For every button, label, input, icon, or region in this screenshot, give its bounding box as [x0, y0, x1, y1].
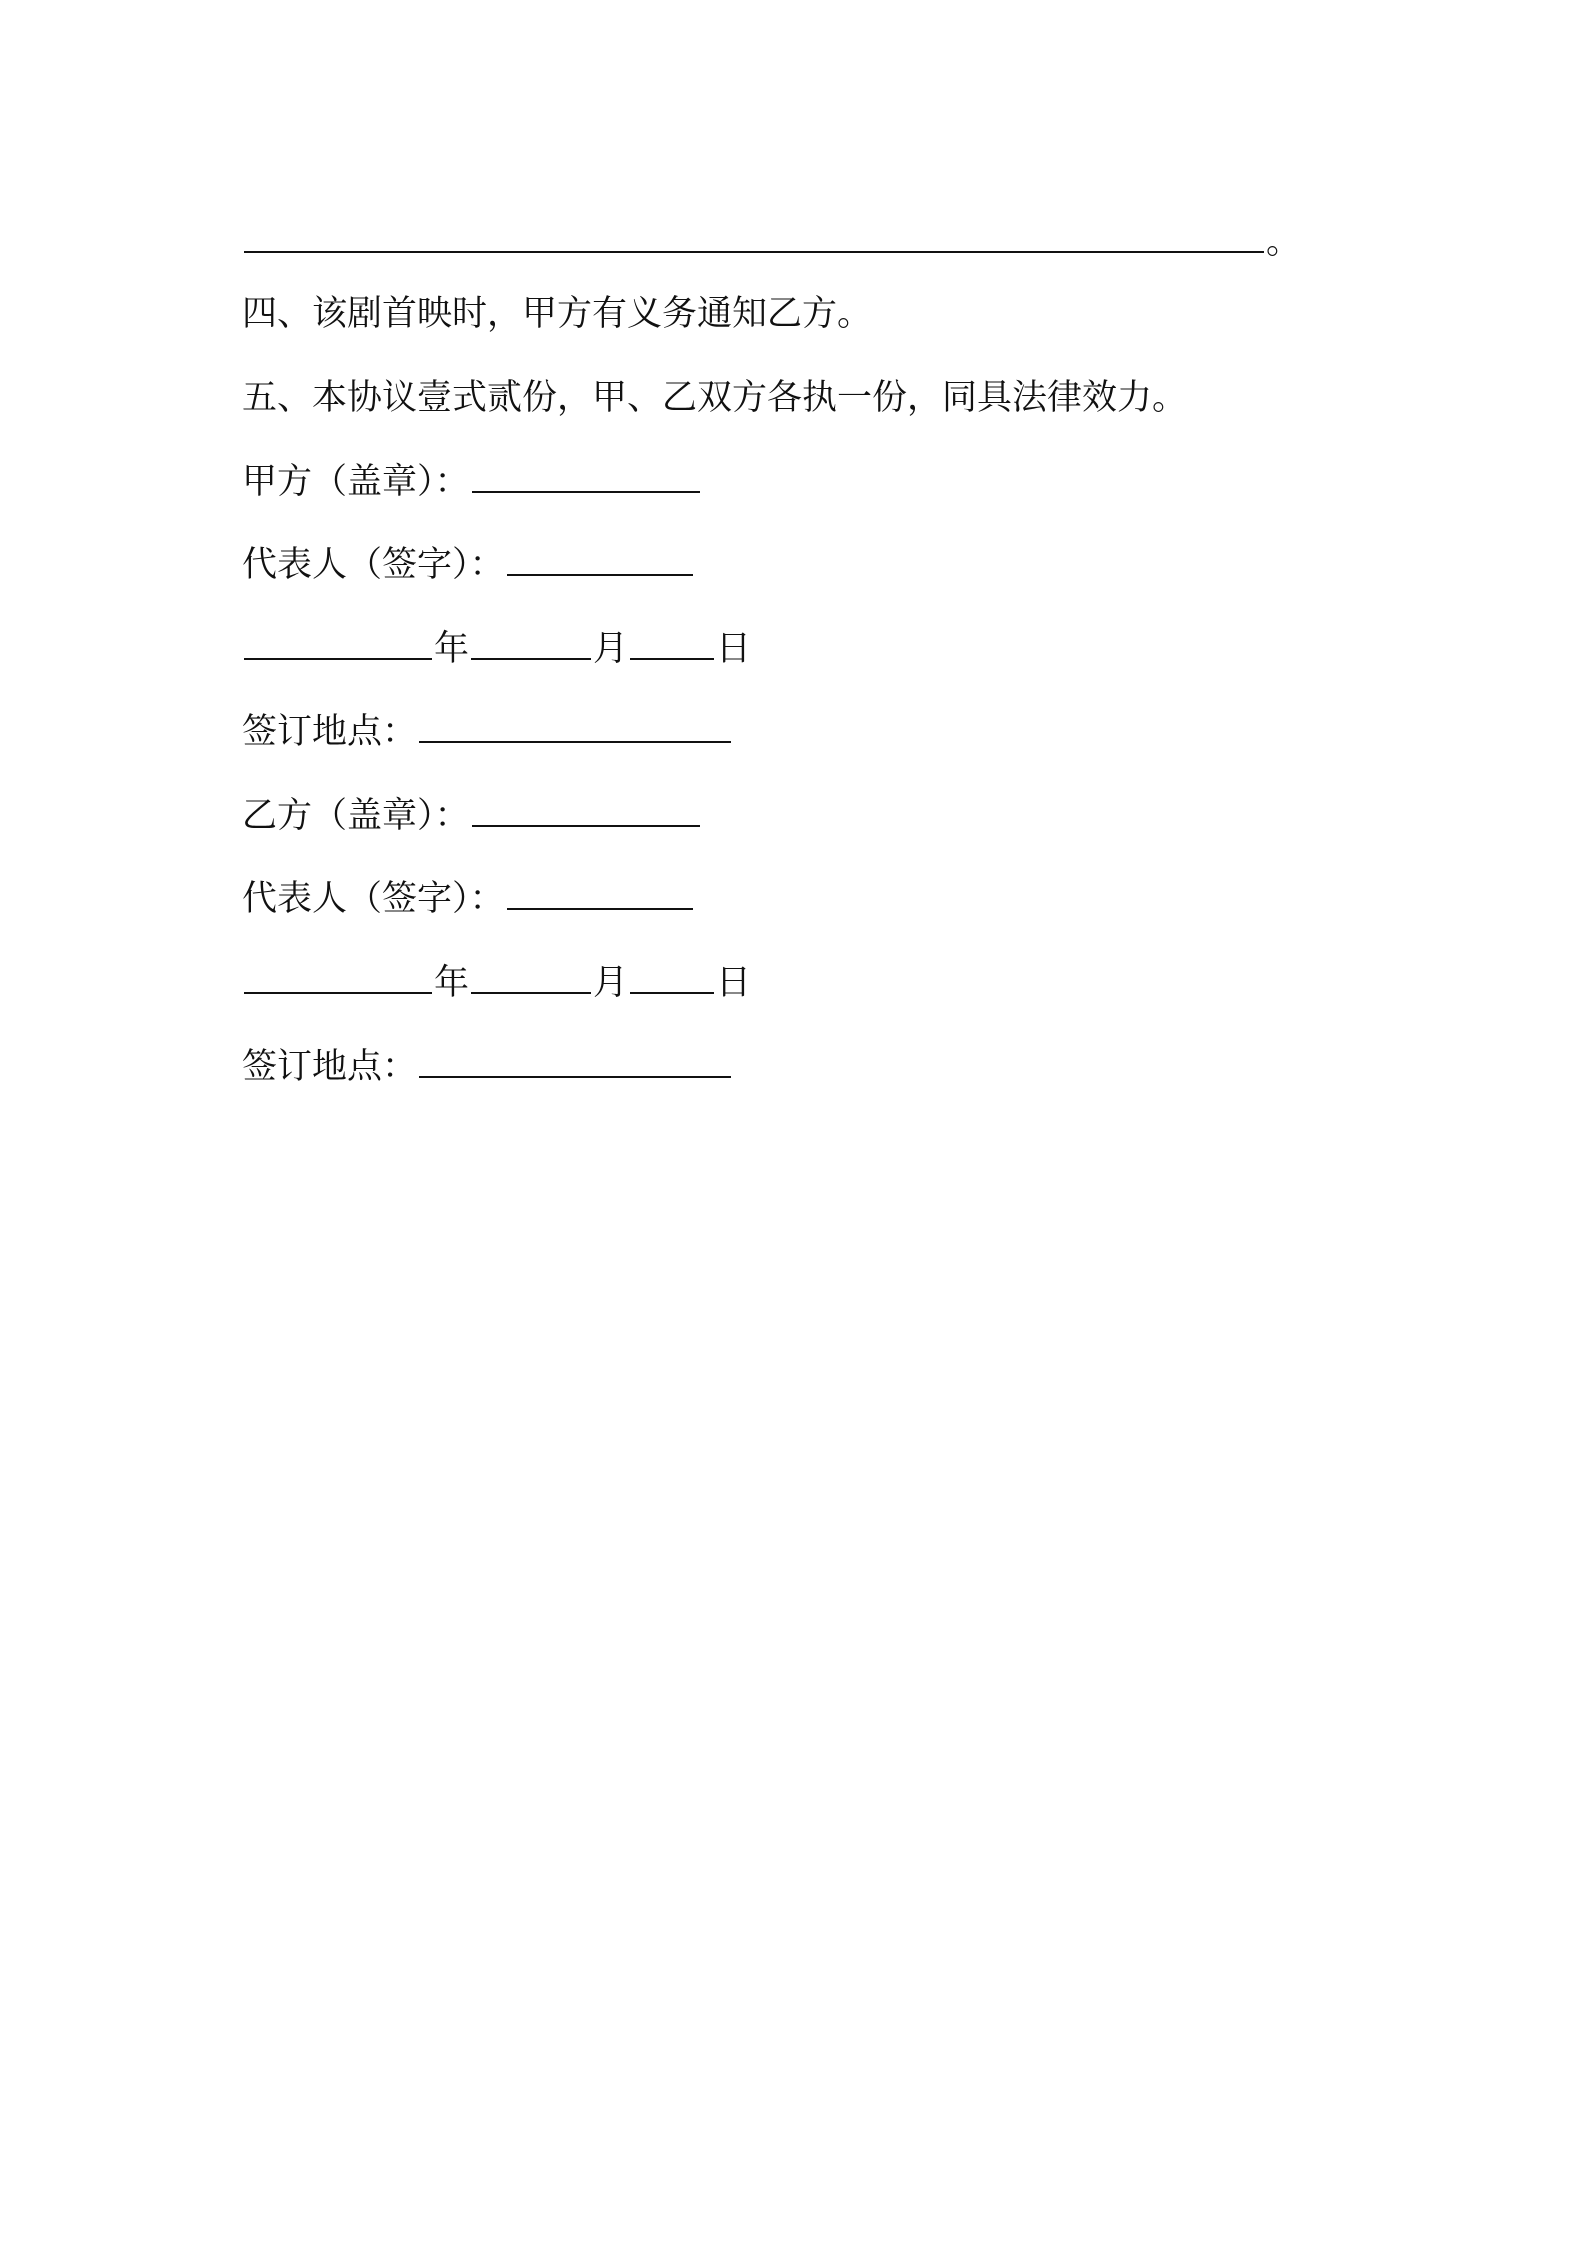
party-a-place-blank[interactable] — [419, 711, 731, 743]
party-b-day-label: 日 — [716, 963, 752, 1003]
party-a-rep-blank[interactable] — [507, 544, 693, 576]
party-b-seal-label: 乙方（盖章）： — [242, 796, 470, 836]
long-blank[interactable] — [244, 221, 1264, 253]
party-a-rep-line — [242, 541, 695, 589]
party-b-month-blank[interactable] — [471, 962, 591, 994]
clause-five: 五、本协议壹式贰份，甲、乙双方各执一份，同具法律效力。 — [242, 378, 1188, 418]
party-a-month-label: 月 — [593, 629, 629, 669]
party-b-date-line — [242, 959, 751, 1007]
party-b-place-blank[interactable] — [419, 1046, 731, 1078]
party-a-seal-line — [242, 458, 702, 506]
fill-in-line — [242, 218, 1301, 266]
party-a-year-label: 年 — [434, 629, 470, 669]
party-b-rep-line — [242, 875, 695, 923]
party-b-day-blank[interactable] — [630, 962, 714, 994]
party-a-month-blank[interactable] — [471, 628, 591, 660]
party-b-rep-label: 代表人（签字）： — [242, 879, 505, 919]
party-a-place-line — [242, 708, 733, 756]
party-a-date-line — [242, 625, 751, 673]
party-b-rep-blank[interactable] — [507, 878, 693, 910]
party-b-seal-line — [242, 792, 702, 840]
party-a-day-label: 日 — [716, 629, 752, 669]
party-a-place-label: 签订地点： — [242, 712, 418, 752]
party-a-year-blank[interactable] — [244, 628, 432, 660]
party-b-seal-blank[interactable] — [472, 795, 700, 827]
party-b-place-line — [242, 1043, 733, 1091]
party-a-rep-label: 代表人（签字）： — [242, 545, 505, 585]
clause-four: 四、该剧首映时，甲方有义务通知乙方。 — [242, 294, 873, 334]
party-b-place-label: 签订地点： — [242, 1047, 418, 1087]
line-end-period: 。 — [1266, 222, 1302, 262]
party-a-seal-blank[interactable] — [472, 461, 700, 493]
party-a-seal-label: 甲方（盖章）： — [242, 462, 470, 502]
party-a-day-blank[interactable] — [630, 628, 714, 660]
party-b-year-blank[interactable] — [244, 962, 432, 994]
party-b-year-label: 年 — [434, 963, 470, 1003]
party-b-month-label: 月 — [593, 963, 629, 1003]
